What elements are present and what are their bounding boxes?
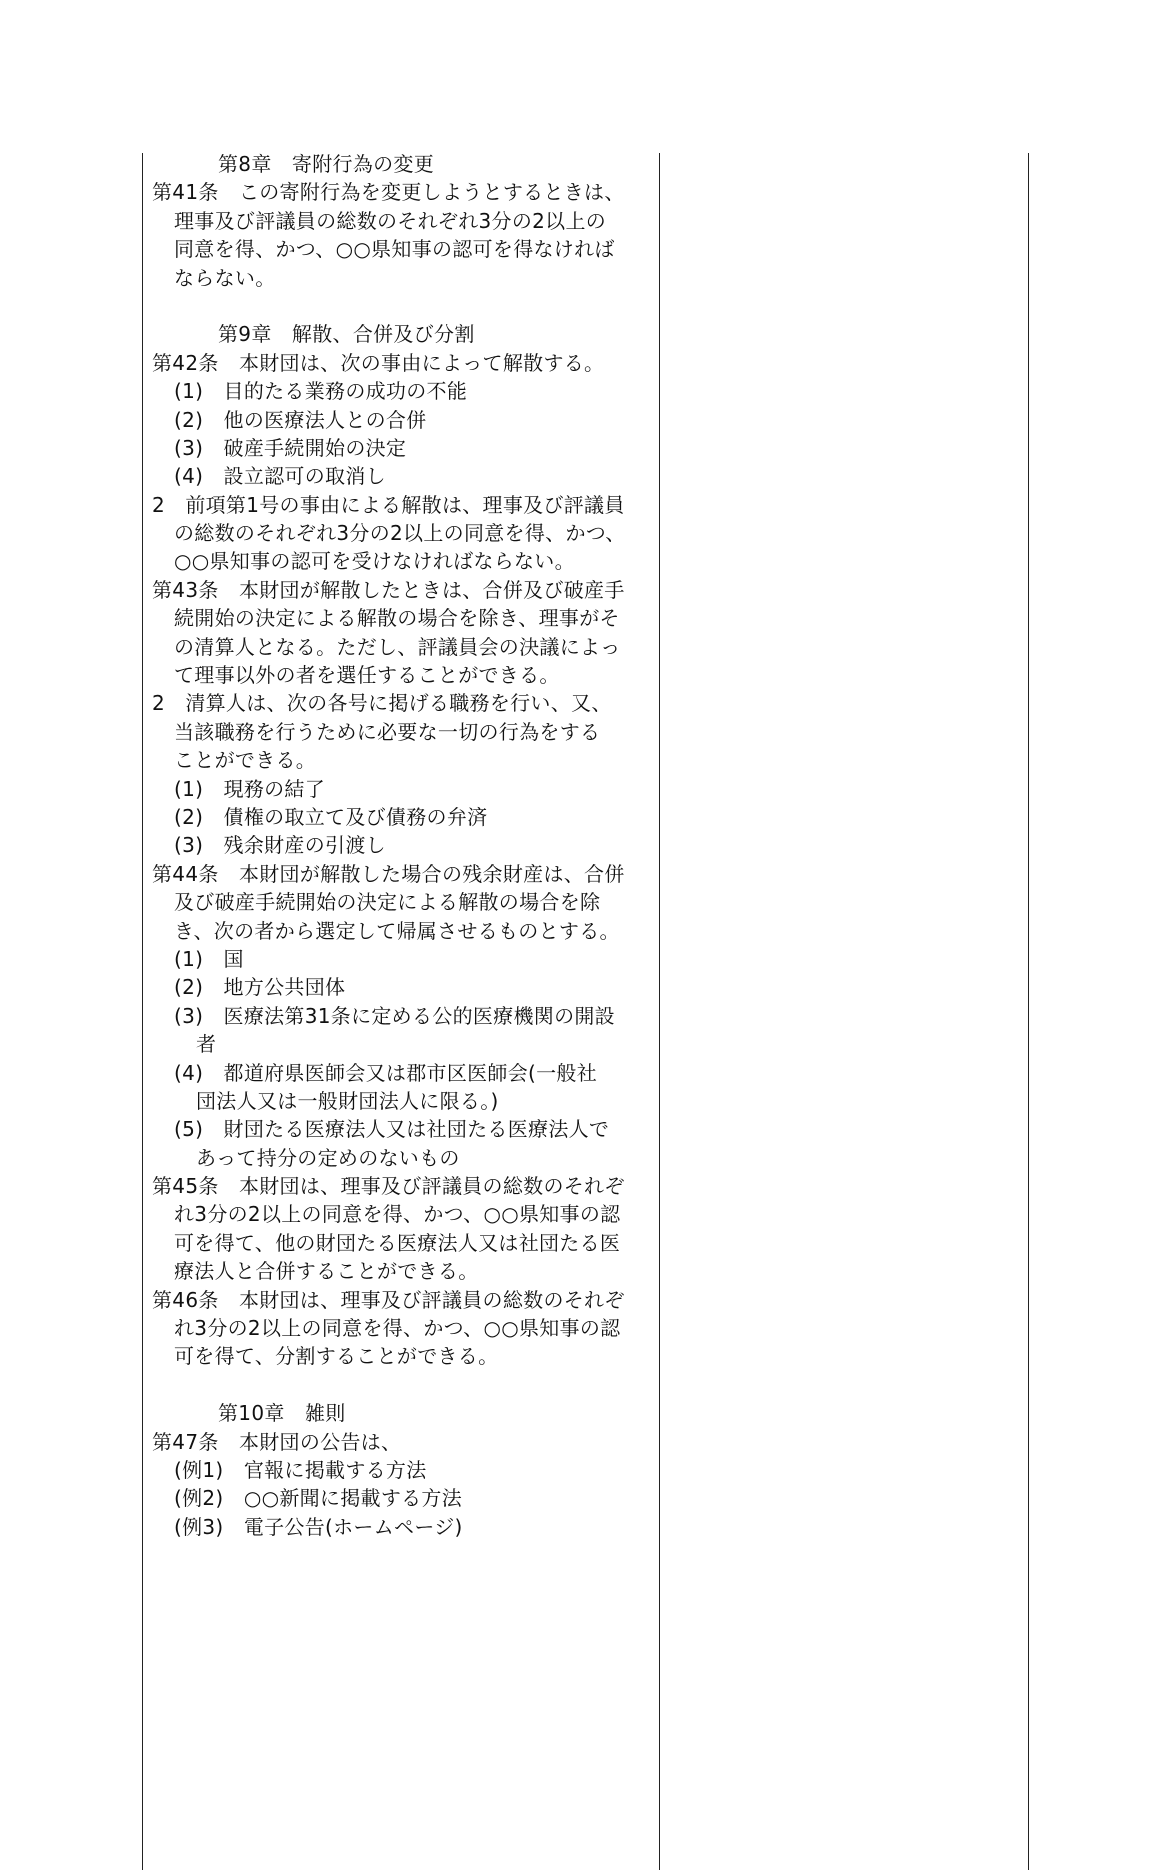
indented-line: 可を得て、分割することができる。 xyxy=(174,1344,499,1369)
articles-text-column xyxy=(152,150,657,1541)
indented-line: き、次の者から選定して帰属させるものとする。 xyxy=(174,918,620,943)
blank-line xyxy=(152,1371,657,1399)
indented-line: (5) 財団たる医療法人又は社団たる医療法人で xyxy=(174,1117,610,1142)
indented-line: 当該職務を行うために必要な一切の行為をする xyxy=(174,719,601,744)
indented-line: (例3) 電子公告(ホームページ) xyxy=(174,1514,463,1539)
indented-line: 理事及び評議員の総数のそれぞれ3分の2以上の xyxy=(174,208,607,233)
article-line: 第45条 本財団は、理事及び評議員の総数のそれぞ xyxy=(152,1174,625,1199)
indented-line: (4) 都道府県医師会又は郡市区医師会(一般社 xyxy=(174,1060,598,1085)
indented-line: (3) 破産手続開始の決定 xyxy=(174,435,407,460)
indented-line: れ3分の2以上の同意を得、かつ、○○県知事の認 xyxy=(174,1202,621,1227)
article-line: 第43条 本財団が解散したときは、合併及び破産手 xyxy=(152,577,625,602)
indented-line: (4) 設立認可の取消し xyxy=(174,464,386,489)
indented-line: れ3分の2以上の同意を得、かつ、○○県知事の認 xyxy=(174,1316,621,1341)
indented-line: ことができる。 xyxy=(174,748,317,773)
table-right-border xyxy=(1028,153,1029,1870)
article-line: 2 前項第1号の事由による解散は、理事及び評議員 xyxy=(152,492,625,517)
chapter-heading: 第10章 雑則 xyxy=(218,1401,346,1426)
indented-line: 続開始の決定による解散の場合を除き、理事がそ xyxy=(174,606,620,631)
article-line: 第46条 本財団は、理事及び評議員の総数のそれぞ xyxy=(152,1287,625,1312)
indented-line: (3) 医療法第31条に定める公的医療機関の開設 xyxy=(174,1003,615,1028)
article-line: 第42条 本財団は、次の事由によって解散する。 xyxy=(152,350,605,375)
indented-line: (2) 他の医療法人との合併 xyxy=(174,407,427,432)
table-column-divider xyxy=(659,153,660,1870)
article-line: 第44条 本財団が解散した場合の残余財産は、合併 xyxy=(152,861,625,886)
indented-line: 同意を得、かつ、○○県知事の認可を得なければ xyxy=(174,237,615,262)
indented-line: (1) 国 xyxy=(174,946,244,971)
indented-line: あって持分の定めのないもの xyxy=(196,1145,460,1170)
table-left-border xyxy=(142,153,143,1870)
indented-line: 可を得て、他の財団たる医療法人又は社団たる医 xyxy=(174,1230,621,1255)
indented-line: 団法人又は一般財団法人に限る。) xyxy=(196,1088,499,1113)
blank-line xyxy=(152,292,657,320)
indented-line: の総数のそれぞれ3分の2以上の同意を得、かつ、 xyxy=(174,521,626,546)
indented-line: 療法人と合併することができる。 xyxy=(174,1259,479,1284)
article-line: 第41条 この寄附行為を変更しようとするときは、 xyxy=(152,180,625,205)
indented-line: (2) 債権の取立て及び債務の弁済 xyxy=(174,804,488,829)
article-line: 第47条 本財団の公告は、 xyxy=(152,1429,402,1454)
indented-line: の清算人となる。ただし、評議員会の決議によっ xyxy=(174,634,621,659)
indented-line: (1) 現務の結了 xyxy=(174,776,326,801)
indented-line: 者 xyxy=(196,1032,217,1057)
indented-line: て理事以外の者を選任することができる。 xyxy=(174,663,560,688)
indented-line: (2) 地方公共団体 xyxy=(174,975,346,1000)
indented-line: (3) 残余財産の引渡し xyxy=(174,833,386,858)
chapter-heading: 第9章 解散、合併及び分割 xyxy=(218,322,475,347)
indented-line: (例1) 官報に掲載する方法 xyxy=(174,1457,427,1482)
indented-line: ○○県知事の認可を受けなければならない。 xyxy=(174,549,575,574)
indented-line: 及び破産手続開始の決定による解散の場合を除 xyxy=(174,890,601,915)
indented-line: (例2) ○○新聞に掲載する方法 xyxy=(174,1486,463,1511)
chapter-heading: 第8章 寄附行為の変更 xyxy=(218,152,435,176)
indented-line: (1) 目的たる業務の成功の不能 xyxy=(174,379,468,404)
article-line: 2 清算人は、次の各号に掲げる職務を行い、又、 xyxy=(152,691,612,716)
indented-line: ならない。 xyxy=(174,265,276,290)
